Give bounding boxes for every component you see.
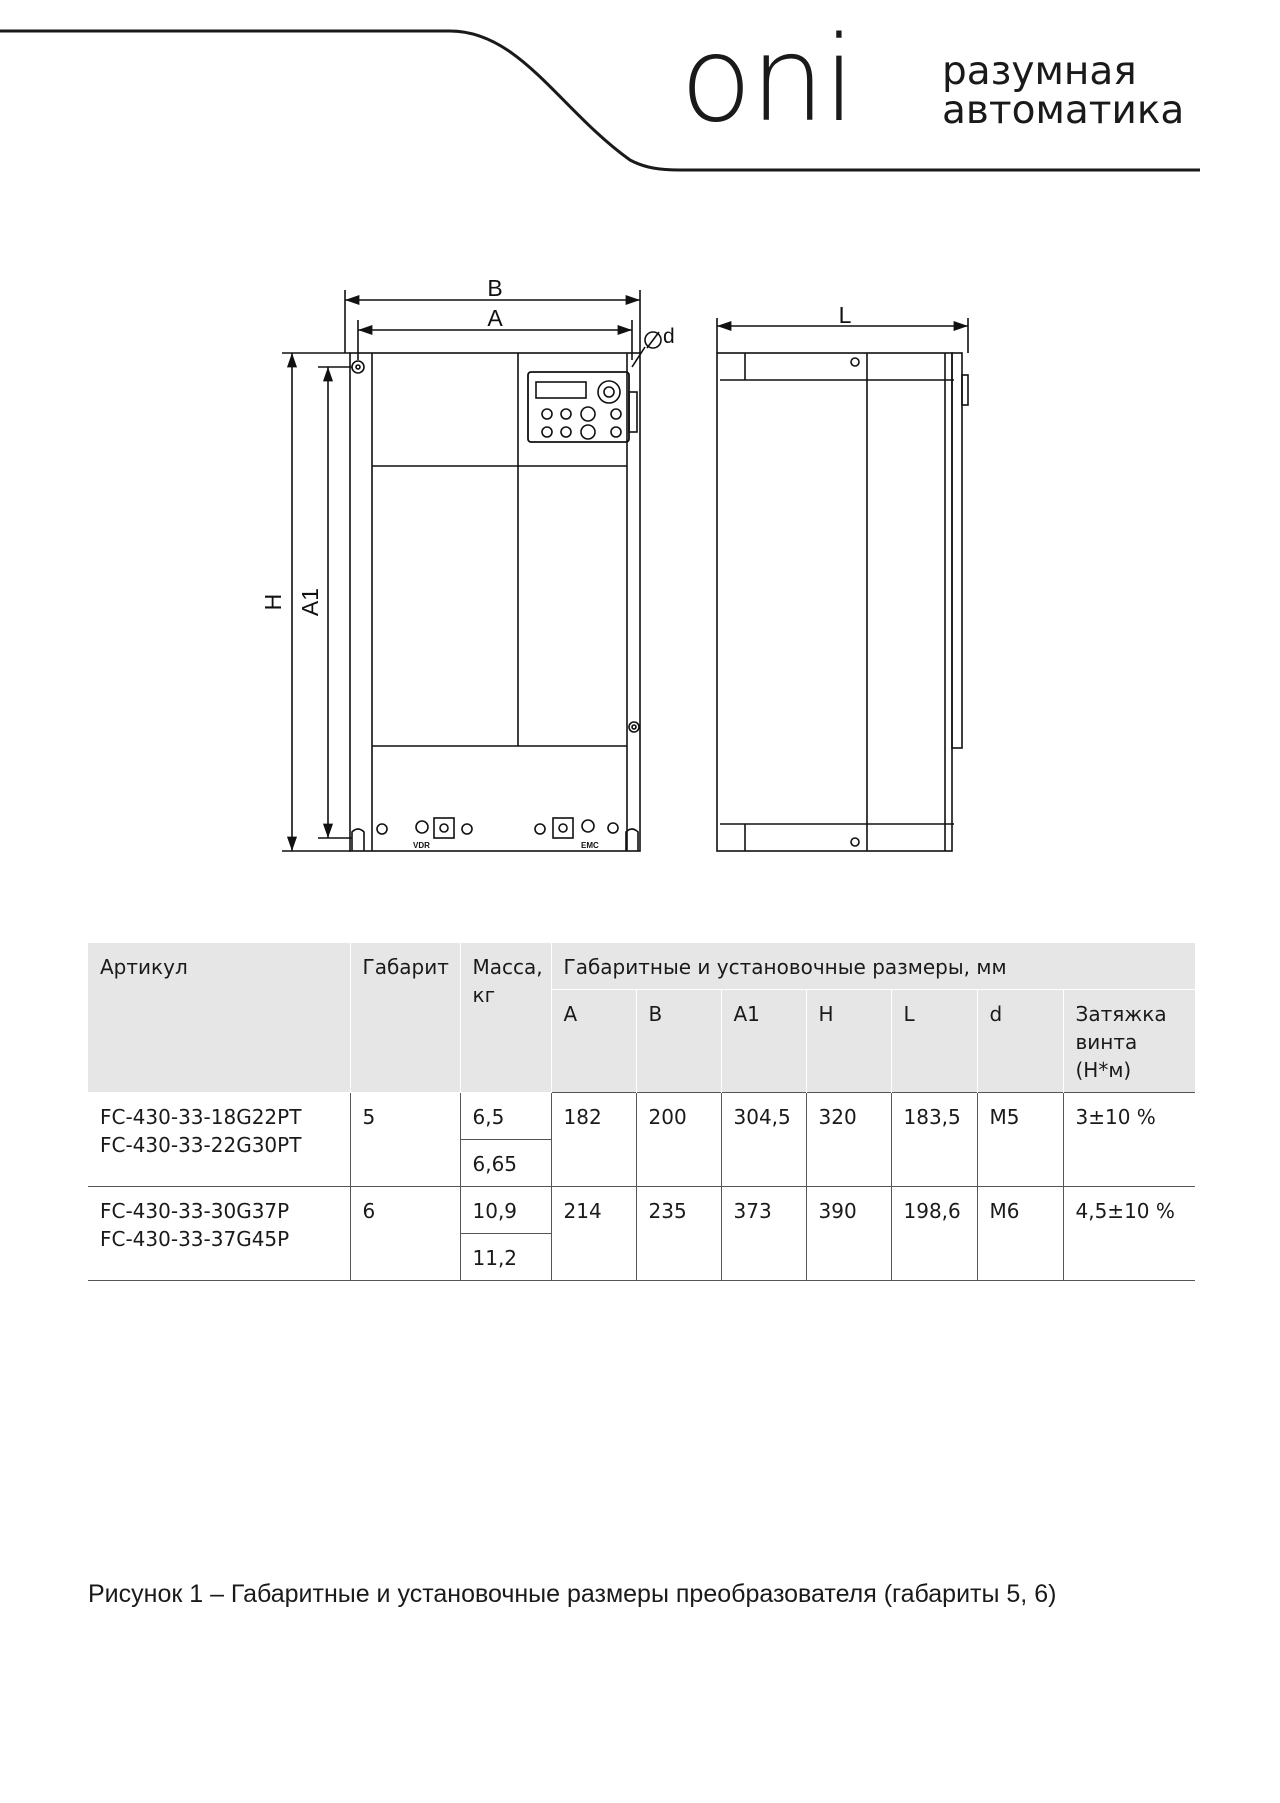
A1-cell: 373 [721, 1187, 806, 1281]
header-torque: Затяжка винта (Н*м) [1063, 990, 1195, 1093]
header-dimensions-group: Габаритные и установочные размеры, мм [551, 943, 1195, 990]
d-cell: M6 [977, 1187, 1063, 1281]
dim-label-H: H [260, 593, 286, 611]
header-article: Артикул [88, 943, 350, 1093]
front-view-body [350, 353, 640, 851]
A-cell: 182 [551, 1093, 636, 1187]
table-row [88, 1187, 1195, 1234]
A1-cell: 304,5 [721, 1093, 806, 1187]
article-code: FC-430-33-37G45P [100, 1227, 290, 1251]
torque-cell: 4,5±10 % [1063, 1187, 1195, 1281]
header-H: H [806, 990, 891, 1093]
article-cell [88, 1093, 350, 1187]
logo-tagline [942, 49, 1185, 133]
L-cell: 198,6 [891, 1187, 977, 1281]
dim-label-L: L [838, 302, 852, 328]
header-A1: A1 [721, 990, 806, 1093]
B-cell: 200 [636, 1093, 721, 1187]
A-cell: 214 [551, 1187, 636, 1281]
figure-caption: Рисунок 1 – Габаритные и установочные размеры преобразователя (габариты 5, 6) [88, 1580, 1057, 1608]
article-cell [88, 1187, 350, 1281]
size-cell: 6 [350, 1187, 460, 1281]
header-B: B [636, 990, 721, 1093]
tagline-line-1: разумная [942, 49, 1137, 94]
H-cell: 390 [806, 1187, 891, 1281]
L-cell: 183,5 [891, 1093, 977, 1187]
article-code: FC-430-33-22G30PT [100, 1133, 302, 1157]
article-code: FC-430-33-30G37P [100, 1199, 290, 1223]
oni-logo: oni [680, 10, 854, 148]
dim-label-A: A [487, 305, 503, 331]
table-row [88, 1093, 1195, 1140]
header-L: L [891, 990, 977, 1093]
terminal-label-emc: EMC [581, 841, 599, 850]
dim-label-A1: A1 [297, 587, 323, 617]
header-size: Габарит [350, 943, 460, 1093]
mass-cell: 10,9 [460, 1187, 551, 1234]
terminal-label-vdr: VDR [413, 841, 430, 850]
B-cell: 235 [636, 1187, 721, 1281]
header-mass: Масса, кг [460, 943, 551, 1093]
dim-label-B: B [487, 275, 503, 301]
dim-label-d: d [663, 325, 675, 348]
H-cell: 320 [806, 1093, 891, 1187]
size-cell: 5 [350, 1093, 460, 1187]
mass-cell: 6,5 [460, 1093, 551, 1140]
mass-cell: 6,65 [460, 1140, 551, 1187]
article-code: FC-430-33-18G22PT [100, 1105, 302, 1129]
d-cell: M5 [977, 1093, 1063, 1187]
dimension-drawing [0, 230, 1280, 870]
header-d: d [977, 990, 1063, 1093]
header-A: A [551, 990, 636, 1093]
mass-cell: 11,2 [460, 1234, 551, 1281]
side-view-body [717, 353, 952, 851]
torque-cell: 3±10 % [1063, 1093, 1195, 1187]
dimensions-table [88, 943, 1195, 1281]
tagline-line-2: автоматика [942, 88, 1185, 133]
